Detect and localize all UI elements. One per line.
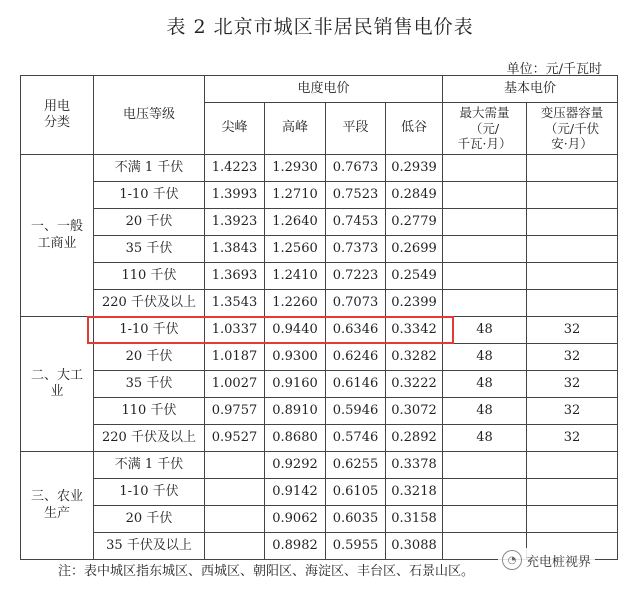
valley-cell: 0.2549 — [386, 263, 443, 290]
flat-cell: 0.5746 — [326, 425, 386, 452]
flat-cell: 0.6105 — [326, 479, 386, 506]
peak-cell: 0.9440 — [265, 317, 326, 344]
table-row — [21, 344, 618, 371]
voltage-cell: 1-10 千伏 — [94, 182, 205, 209]
voltage-cell: 35 千伏及以上 — [94, 533, 205, 560]
sharp-cell: 1.3543 — [205, 290, 265, 317]
flat-cell: 0.7453 — [326, 209, 386, 236]
capacity-cell — [527, 452, 618, 479]
header-max-demand: 最大需量 （元/ 千瓦·月） — [443, 103, 527, 155]
sharp-cell: 0.9757 — [205, 398, 265, 425]
table-row — [21, 506, 618, 533]
capacity-cell: 32 — [527, 398, 618, 425]
sharp-cell: 1.3693 — [205, 263, 265, 290]
peak-cell: 0.8982 — [265, 533, 326, 560]
flat-cell: 0.6346 — [326, 317, 386, 344]
sharp-cell: 1.3843 — [205, 236, 265, 263]
category-cell: 一、一般 工商业 — [21, 155, 94, 317]
header-energy-price: 电度电价 — [205, 76, 443, 103]
valley-cell: 0.3218 — [386, 479, 443, 506]
voltage-cell: 1-10 千伏 — [94, 317, 205, 344]
flat-cell: 0.5955 — [326, 533, 386, 560]
wechat-icon: ◔ — [502, 550, 522, 570]
table-row — [21, 155, 618, 182]
valley-cell: 0.2849 — [386, 182, 443, 209]
capacity-cell — [527, 479, 618, 506]
capacity-cell: 32 — [527, 425, 618, 452]
table-row — [21, 479, 618, 506]
demand-cell — [443, 479, 527, 506]
capacity-cell — [527, 209, 618, 236]
voltage-cell: 220 千伏及以上 — [94, 425, 205, 452]
flat-cell: 0.6255 — [326, 452, 386, 479]
sharp-cell: 1.0337 — [205, 317, 265, 344]
demand-cell — [443, 209, 527, 236]
voltage-cell: 不满 1 千伏 — [94, 452, 205, 479]
header-basic-price: 基本电价 — [443, 76, 618, 103]
table-note: 注：表中城区指东城区、西城区、朝阳区、海淀区、丰台区、石景山区。 — [58, 564, 475, 579]
valley-cell: 0.3222 — [386, 371, 443, 398]
table-row — [21, 263, 618, 290]
header-transformer: 变压器容量 （元/千伏 安·月） — [527, 103, 618, 155]
header-valley: 低谷 — [386, 103, 443, 155]
valley-cell: 0.2779 — [386, 209, 443, 236]
flat-cell: 0.7223 — [326, 263, 386, 290]
price-table — [20, 75, 618, 560]
peak-cell: 1.2560 — [265, 236, 326, 263]
sharp-cell — [205, 533, 265, 560]
sharp-cell: 1.3993 — [205, 182, 265, 209]
peak-cell: 0.9292 — [265, 452, 326, 479]
valley-cell: 0.2892 — [386, 425, 443, 452]
valley-cell: 0.3088 — [386, 533, 443, 560]
demand-cell: 48 — [443, 425, 527, 452]
table-row — [21, 236, 618, 263]
peak-cell: 0.9142 — [265, 479, 326, 506]
voltage-cell: 110 千伏 — [94, 263, 205, 290]
peak-cell: 1.2710 — [265, 182, 326, 209]
category-cell: 三、农业 生产 — [21, 452, 94, 560]
voltage-cell: 不满 1 千伏 — [94, 155, 205, 182]
capacity-cell — [527, 506, 618, 533]
table-row — [21, 182, 618, 209]
voltage-cell: 1-10 千伏 — [94, 479, 205, 506]
demand-cell — [443, 290, 527, 317]
header-category: 用电 分类 — [21, 76, 94, 155]
peak-cell: 1.2930 — [265, 155, 326, 182]
table-row — [21, 290, 618, 317]
sharp-cell — [205, 506, 265, 533]
demand-cell — [443, 263, 527, 290]
demand-cell — [443, 506, 527, 533]
valley-cell: 0.3072 — [386, 398, 443, 425]
flat-cell: 0.6146 — [326, 371, 386, 398]
sharp-cell: 1.0027 — [205, 371, 265, 398]
sharp-cell — [205, 479, 265, 506]
sharp-cell — [205, 452, 265, 479]
header-sharp: 尖峰 — [205, 103, 265, 155]
peak-cell: 1.2410 — [265, 263, 326, 290]
peak-cell: 0.9160 — [265, 371, 326, 398]
valley-cell: 0.3158 — [386, 506, 443, 533]
header-peak: 高峰 — [265, 103, 326, 155]
capacity-cell — [527, 263, 618, 290]
demand-cell: 48 — [443, 344, 527, 371]
table-row — [21, 209, 618, 236]
capacity-cell — [527, 290, 618, 317]
watermark-text: 充电桩视界 — [526, 554, 592, 570]
peak-cell: 0.8680 — [265, 425, 326, 452]
watermark — [498, 548, 595, 572]
flat-cell: 0.7523 — [326, 182, 386, 209]
peak-cell: 0.9062 — [265, 506, 326, 533]
peak-cell: 0.9300 — [265, 344, 326, 371]
demand-cell: 48 — [443, 398, 527, 425]
voltage-cell: 20 千伏 — [94, 344, 205, 371]
peak-cell: 0.8910 — [265, 398, 326, 425]
capacity-cell: 32 — [527, 344, 618, 371]
sharp-cell: 1.0187 — [205, 344, 265, 371]
flat-cell: 0.6035 — [326, 506, 386, 533]
valley-cell: 0.3342 — [386, 317, 443, 344]
flat-cell: 0.7073 — [326, 290, 386, 317]
peak-cell: 1.2260 — [265, 290, 326, 317]
peak-cell: 1.2640 — [265, 209, 326, 236]
flat-cell: 0.7673 — [326, 155, 386, 182]
unit-label: 单位：元/千瓦时 — [506, 62, 602, 77]
capacity-cell — [527, 236, 618, 263]
sharp-cell: 0.9527 — [205, 425, 265, 452]
valley-cell: 0.2699 — [386, 236, 443, 263]
header-flat: 平段 — [326, 103, 386, 155]
valley-cell: 0.3378 — [386, 452, 443, 479]
table-row — [21, 317, 618, 344]
capacity-cell: 32 — [527, 371, 618, 398]
table-row — [21, 425, 618, 452]
table-row — [21, 452, 618, 479]
demand-cell — [443, 182, 527, 209]
voltage-cell: 20 千伏 — [94, 506, 205, 533]
voltage-cell: 35 千伏 — [94, 236, 205, 263]
valley-cell: 0.2939 — [386, 155, 443, 182]
voltage-cell: 220 千伏及以上 — [94, 290, 205, 317]
flat-cell: 0.6246 — [326, 344, 386, 371]
flat-cell: 0.7373 — [326, 236, 386, 263]
category-cell: 二、大工 业 — [21, 317, 94, 452]
header-voltage: 电压等级 — [94, 76, 205, 155]
capacity-cell: 32 — [527, 317, 618, 344]
capacity-cell — [527, 155, 618, 182]
sharp-cell: 1.3923 — [205, 209, 265, 236]
table-row — [21, 398, 618, 425]
demand-cell: 48 — [443, 371, 527, 398]
page-title: 表 2 北京市城区非居民销售电价表 — [166, 16, 474, 38]
flat-cell: 0.5946 — [326, 398, 386, 425]
demand-cell — [443, 236, 527, 263]
voltage-cell: 35 千伏 — [94, 371, 205, 398]
sharp-cell: 1.4223 — [205, 155, 265, 182]
capacity-cell — [527, 182, 618, 209]
table-row — [21, 371, 618, 398]
voltage-cell: 20 千伏 — [94, 209, 205, 236]
valley-cell: 0.3282 — [386, 344, 443, 371]
valley-cell: 0.2399 — [386, 290, 443, 317]
demand-cell — [443, 452, 527, 479]
voltage-cell: 110 千伏 — [94, 398, 205, 425]
demand-cell — [443, 155, 527, 182]
demand-cell: 48 — [443, 317, 527, 344]
